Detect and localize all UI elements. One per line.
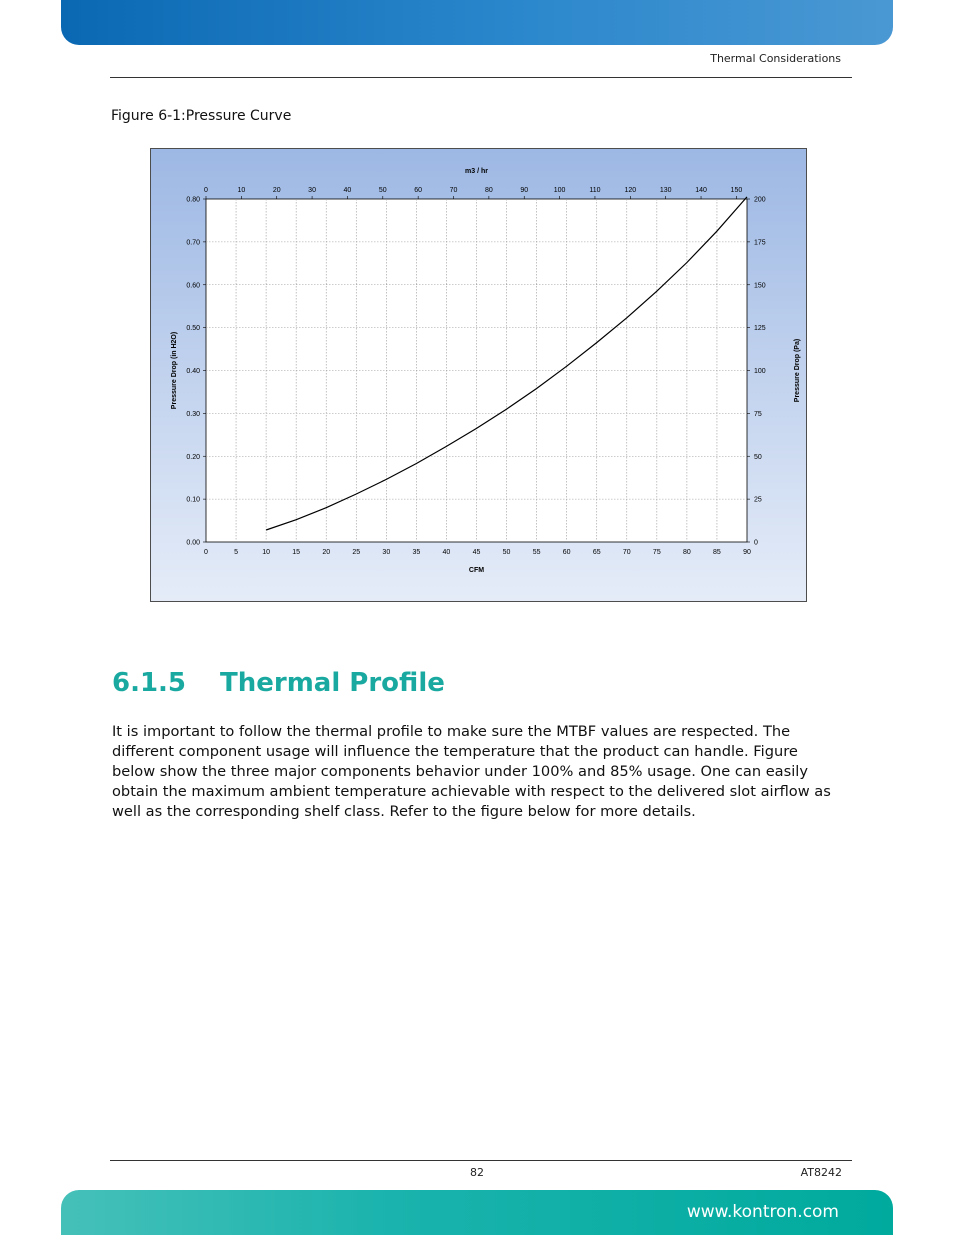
x-top-tick-label: 20: [272, 187, 281, 194]
y-tick-label: 0.10: [186, 496, 200, 504]
x-top-tick-label: 140: [695, 187, 707, 194]
y-tick-label: 0.00: [186, 539, 200, 547]
x-axis-title: CFM: [468, 567, 485, 574]
x-top-axis-title: m3 / hr: [465, 168, 488, 175]
footer-divider: [110, 1160, 852, 1161]
header-divider: [110, 77, 852, 78]
chart-canvas: [151, 149, 806, 601]
x-top-tick-label: 110: [589, 187, 601, 194]
y-right-tick-label: 125: [754, 325, 766, 333]
x-top-tick-label: 130: [659, 187, 672, 194]
x-top-tick-label: 80: [484, 187, 493, 194]
x-tick-label: 60: [562, 549, 571, 556]
chapter-title: Thermal Considerations: [710, 52, 841, 65]
x-top-tick-label: 30: [308, 187, 316, 194]
x-top-tick-label: 40: [343, 187, 352, 194]
footer-banner: [61, 1190, 893, 1235]
pressure-curve-chart: [150, 148, 807, 602]
y-right-tick-label: 25: [754, 496, 762, 504]
figure-caption: Figure 6-1:Pressure Curve: [111, 108, 292, 124]
x-top-tick-label: 60: [414, 187, 423, 194]
x-top-tick-label: 10: [237, 187, 246, 194]
y-right-tick-label: 50: [754, 453, 762, 461]
x-tick-label: 45: [472, 549, 481, 556]
section-heading: [112, 668, 445, 698]
x-top-tick-label: 120: [624, 187, 637, 194]
y-tick-label: 0.50: [186, 325, 200, 333]
section-title: Thermal Profile: [220, 668, 445, 698]
y-right-tick-label: 0: [754, 539, 758, 547]
x-top-tick-label: 90: [520, 187, 529, 194]
x-tick-label: 50: [502, 549, 511, 556]
website-link[interactable]: www.kontron.com: [686, 1202, 839, 1222]
x-tick-label: 40: [442, 549, 451, 556]
page-number: 82: [470, 1166, 484, 1179]
y-right-tick-label: 75: [754, 410, 762, 418]
y-tick-label: 0.60: [186, 282, 200, 290]
x-tick-label: 55: [532, 549, 541, 556]
x-tick-label: 15: [292, 549, 301, 556]
x-tick-label: 0: [204, 549, 208, 556]
x-tick-label: 30: [382, 549, 391, 556]
x-tick-label: 20: [322, 549, 331, 556]
x-top-tick-label: 150: [730, 187, 743, 194]
x-top-tick-label: 70: [449, 187, 458, 194]
section-body-text: It is important to follow the thermal profile to make sure the MTBF values are respected. The different component usage will influence the temperature that the product can handle. Figure below show the three major components behavior under 100% and 85% usage. One can easily obtain the maximum ambient temperature achievable with respect to the delivered slot airflow as well as the corresponding shelf class. Refer to the figure below for more details.: [112, 723, 831, 820]
y-right-tick-label: 150: [754, 282, 766, 290]
y-tick-label: 0.30: [186, 410, 200, 418]
x-tick-label: 65: [592, 549, 601, 556]
x-tick-label: 75: [652, 549, 661, 556]
y-right-axis-title: Pressure Drop (Pa): [794, 338, 801, 403]
product-name: AT8242: [800, 1166, 842, 1179]
y-tick-label: 0.80: [186, 196, 200, 204]
x-tick-label: 25: [352, 549, 361, 556]
header-banner: [61, 0, 893, 45]
x-tick-label: 5: [234, 549, 239, 556]
x-top-tick-label: 50: [378, 187, 387, 194]
y-tick-label: 0.40: [186, 368, 200, 375]
x-tick-label: 35: [412, 549, 421, 556]
x-tick-label: 85: [713, 549, 721, 556]
x-top-tick-label: 100: [553, 187, 566, 194]
y-right-tick-label: 100: [754, 368, 766, 375]
section-number: 6.1.5: [112, 668, 187, 698]
y-axis-title: Pressure Drop (in H2O): [171, 331, 178, 410]
y-tick-label: 0.70: [186, 239, 200, 247]
y-tick-label: 0.20: [186, 453, 200, 461]
x-tick-label: 70: [622, 549, 631, 556]
x-tick-label: 90: [743, 549, 751, 556]
x-tick-label: 80: [682, 549, 691, 556]
y-right-tick-label: 200: [754, 196, 766, 204]
x-tick-label: 10: [262, 549, 271, 556]
x-top-tick-label: 0: [204, 187, 208, 194]
y-right-tick-label: 175: [754, 239, 766, 247]
